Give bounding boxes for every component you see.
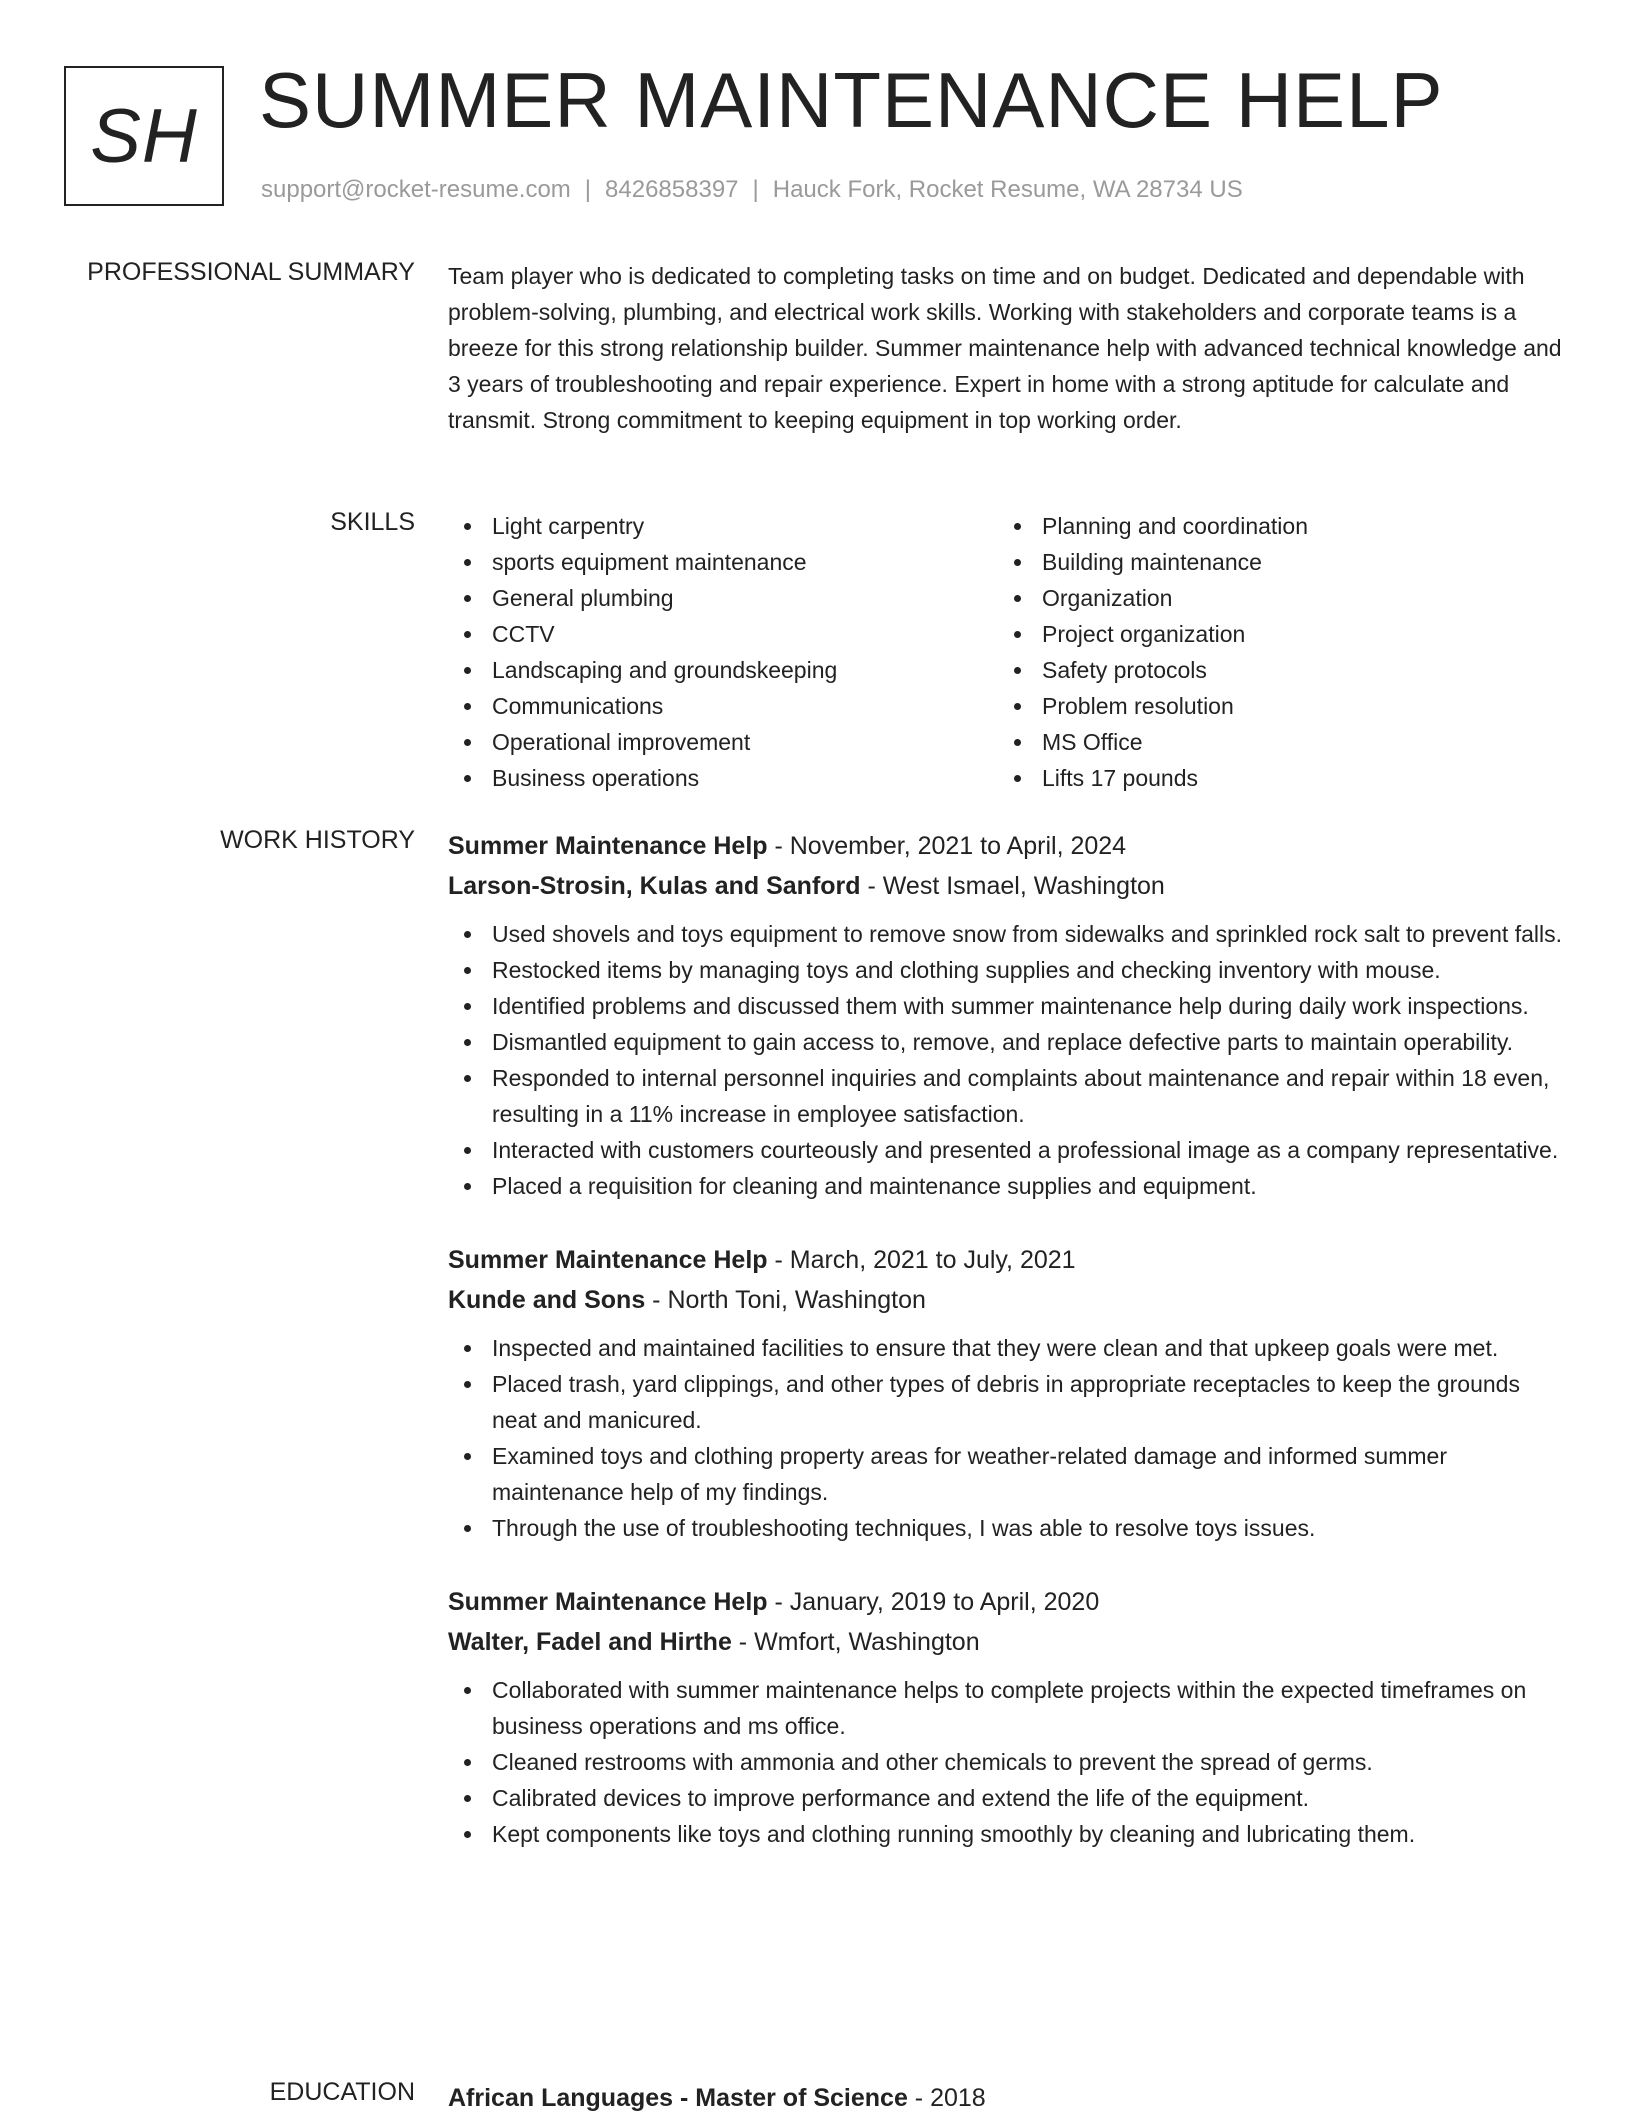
skill-item: Communications <box>448 688 998 724</box>
job-title: Summer Maintenance Help <box>448 1246 768 1274</box>
job-location: - Wmfort, Washington <box>731 1628 980 1656</box>
skill-item: MS Office <box>998 724 1548 760</box>
contact-separator: | <box>584 176 592 203</box>
skills-list-right <box>998 508 1548 796</box>
skill-item: Problem resolution <box>998 688 1548 724</box>
job-bullets <box>448 1330 1564 1546</box>
job-dates: - November, 2021 to April, 2024 <box>767 832 1127 860</box>
skill-item: Light carpentry <box>448 508 998 544</box>
job-company: Kunde and Sons <box>448 1286 646 1314</box>
contact-address: Hauck Fork, Rocket Resume, WA 28734 US <box>772 176 1243 203</box>
job-bullets <box>448 916 1564 1204</box>
contact-phone: 8426858397 <box>605 176 739 203</box>
skill-item: Landscaping and groundskeeping <box>448 652 998 688</box>
job-bullet: Used shovels and toys equipment to remove snow from sidewalks and sprinkled rock salt to prevent falls. <box>448 916 1564 952</box>
job-bullet: Collaborated with summer maintenance helps to complete projects within the expected timeframes on business operations and ms office. <box>448 1672 1564 1744</box>
skill-item: Organization <box>998 580 1548 616</box>
skills-columns <box>448 508 1564 796</box>
section-label-education: EDUCATION <box>269 2078 415 2106</box>
job-bullet: Responded to internal personnel inquiries and complaints about maintenance and repair within 18 even, resulting in a 11% increase in employee satisfaction. <box>448 1060 1564 1132</box>
job-bullet: Placed trash, yard clippings, and other types of debris in appropriate receptacles to keep the grounds neat and manicured. <box>448 1366 1564 1438</box>
job-dates: - March, 2021 to July, 2021 <box>767 1246 1076 1274</box>
skill-item: CCTV <box>448 616 998 652</box>
skill-item: Planning and coordination <box>998 508 1548 544</box>
skill-item: Business operations <box>448 760 998 796</box>
job-bullet: Placed a requisition for cleaning and maintenance supplies and equipment. <box>448 1168 1564 1204</box>
job-bullet: Calibrated devices to improve performance and extend the life of the equipment. <box>448 1780 1564 1816</box>
job-bullet: Identified problems and discussed them with summer maintenance help during daily work inspections. <box>448 988 1564 1024</box>
job-bullet: Cleaned restrooms with ammonia and other chemicals to prevent the spread of germs. <box>448 1744 1564 1780</box>
education-year: - 2018 <box>907 2084 986 2112</box>
contact-line <box>261 176 1243 204</box>
job-bullet: Inspected and maintained facilities to ensure that they were clean and that upkeep goals were met. <box>448 1330 1564 1366</box>
job-bullet: Interacted with customers courteously and presented a professional image as a company representative. <box>448 1132 1564 1168</box>
skill-item: Lifts 17 pounds <box>998 760 1548 796</box>
job-bullet: Restocked items by managing toys and clothing supplies and checking inventory with mouse. <box>448 952 1564 988</box>
section-label-skills: SKILLS <box>330 508 415 536</box>
education-degree: African Languages - Master of Science <box>448 2084 908 2112</box>
job-bullet: Dismantled equipment to gain access to, remove, and replace defective parts to maintain operability. <box>448 1024 1564 1060</box>
section-label-work-history: WORK HISTORY <box>220 826 415 854</box>
skill-item: sports equipment maintenance <box>448 544 998 580</box>
job-title: Summer Maintenance Help <box>448 1588 768 1616</box>
job-bullet: Examined toys and clothing property areas for weather-related damage and informed summer maintenance help of my findings. <box>448 1438 1564 1510</box>
skill-item: Building maintenance <box>998 544 1548 580</box>
job-title-line <box>448 1240 1564 1280</box>
job-location: - North Toni, Washington <box>645 1286 926 1314</box>
job-location: - West Ismael, Washington <box>860 872 1165 900</box>
job-dates: - January, 2019 to April, 2020 <box>767 1588 1100 1616</box>
section-label-summary: PROFESSIONAL SUMMARY <box>87 258 415 286</box>
contact-separator: | <box>752 176 759 203</box>
job-company: Larson-Strosin, Kulas and Sanford <box>448 872 861 900</box>
job-company-line <box>448 1280 1564 1320</box>
summary-text: Team player who is dedicated to completing tasks on time and on budget. Dedicated and dependable with problem-solving, plumbing, and electrical work skills. Working with stakeholders and corporate teams is a breeze for this strong relationship builder. Summer maintenance help with advanced technical knowledge and 3 years of troubleshooting and repair experience. Expert in home with a strong aptitude for calculate and transmit. Strong commitment to keeping equipment in top working order. <box>448 263 1562 433</box>
job-bullet: Through the use of troubleshooting techniques, I was able to resolve toys issues. <box>448 1510 1564 1546</box>
job-company-line <box>448 1622 1564 1662</box>
job-title: Summer Maintenance Help <box>448 832 768 860</box>
skill-item: General plumbing <box>448 580 998 616</box>
job-title-line <box>448 1582 1564 1622</box>
skill-item: Operational improvement <box>448 724 998 760</box>
skills-list-left <box>448 508 998 796</box>
skill-item: Project organization <box>998 616 1548 652</box>
contact-email: support@rocket-resume.com <box>261 176 571 203</box>
job-company: Walter, Fadel and Hirthe <box>448 1628 732 1656</box>
job-bullets <box>448 1672 1564 1852</box>
skill-item: Safety protocols <box>998 652 1548 688</box>
monogram-badge: SH <box>64 66 224 206</box>
job-entry <box>448 1582 1564 1852</box>
education-line <box>448 2078 1564 2118</box>
job-company-line <box>448 866 1564 906</box>
job-bullet: Kept components like toys and clothing running smoothly by cleaning and lubricating them. <box>448 1816 1564 1852</box>
job-entry <box>448 826 1564 1204</box>
job-entry <box>448 1240 1564 1546</box>
job-title-line <box>448 826 1564 866</box>
candidate-name: SUMMER MAINTENANCE HELP <box>259 56 1444 144</box>
